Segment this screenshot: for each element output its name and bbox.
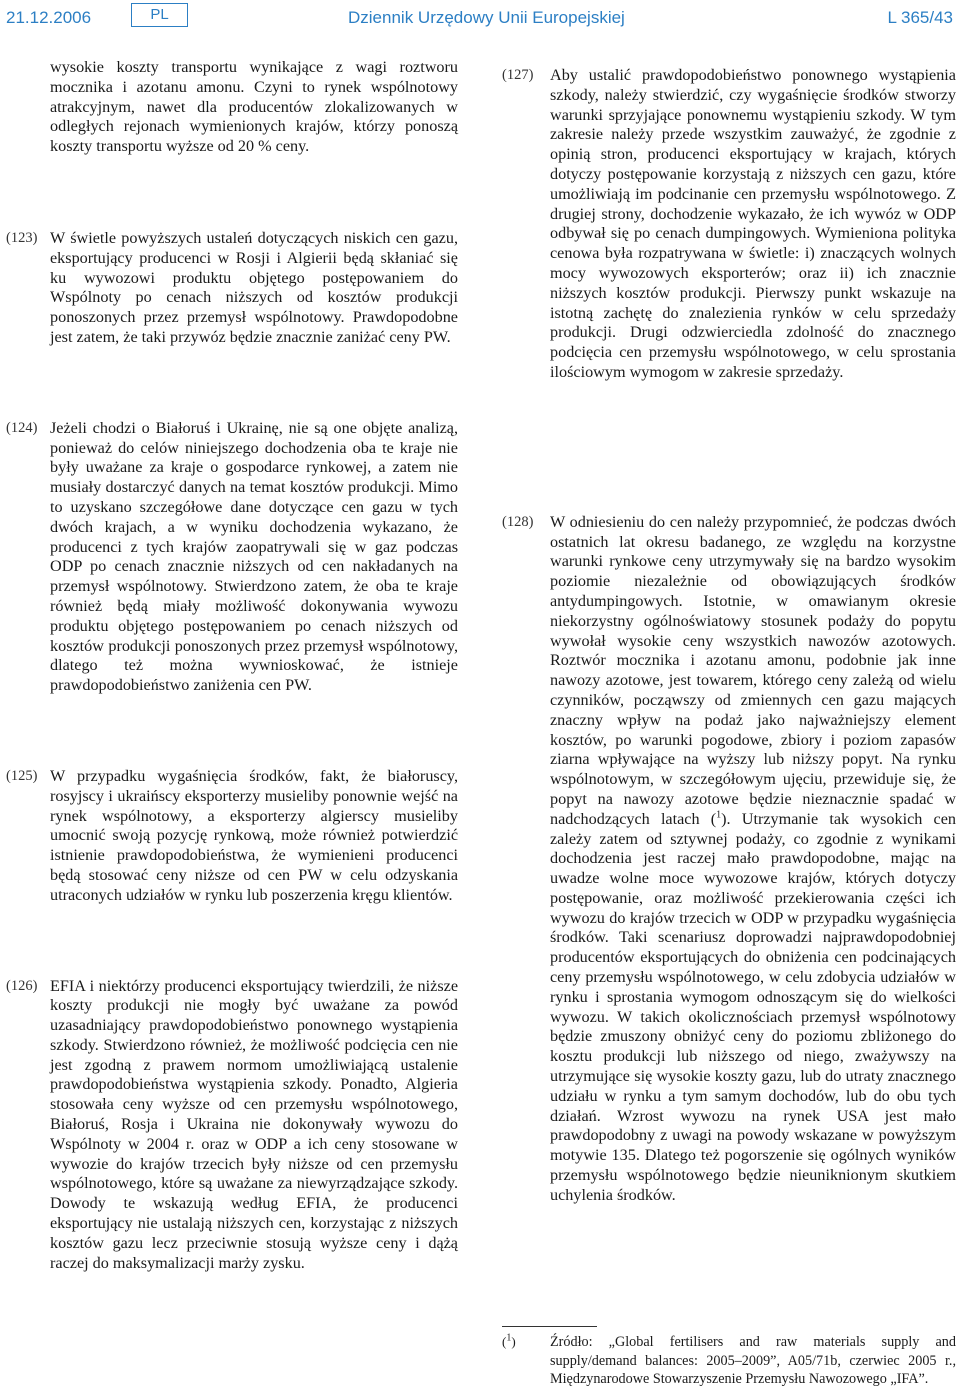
continuation-paragraph: wysokie koszty transportu wynikające z wagi roztworu mocznika i azotanu amonu. Czyni to rynek wspólnotowy atrakcyjnym, nawet dla producentów zlokalizowanych w odległych rejonach wymienionych krajów, którzy ponoszą koszty transportu wyższe od 20 % ceny. <box>50 58 458 156</box>
left-column <box>6 58 458 1273</box>
recital-number: (127) <box>502 67 534 83</box>
recital-125 <box>6 767 458 906</box>
recital-number: (123) <box>6 229 38 246</box>
recital-126 <box>6 977 458 1274</box>
recital-number: (124) <box>6 419 38 436</box>
recital-127 <box>502 66 956 383</box>
recital-123 <box>6 229 458 348</box>
footnote-mark: ($^1$) <box>502 1332 516 1349</box>
recital-128 <box>502 513 956 1206</box>
journal-title: Dziennik Urzędowy Unii Europejskiej <box>348 8 625 27</box>
recital-text-part-1: W odniesieniu do cen należy przypomnieć, że podczas dwóch ostatnich lat okresu badanego, ze względu na korzystne warunki rynkowe ceny utrzymywały się na bardzo wysokim poziomie niezależnie od obowiązujących środków antydumpingowych. Istotnie, w omawianym okresie niekorzystny ogólnoświatowy stosunek podaży do popytu wywołał wysokie ceny wszystkich nawozów azotowych. Roztwór mocznika i azotanu amonu, podobnie jak inne nawozy azotowe, jest towarem, którego ceny zależą od wielu czynników, począwszy od zmiennych cen gazu mających znaczny wpływ na podaż jako najważniejszy element kosztów, po warunki pogodowe, zbiory i poziom zapasów ziarna wpływające na wyższy lub niższy popyt. Na rynku wspólnotowym, w szczegółowym ujęciu, przewiduje się, że popyt na nawozy azotowe będzie nieznacznie spadać w nadchodzących latach ( <box>550 512 956 828</box>
recital-number: (125) <box>6 767 38 784</box>
page-reference: L 365/43 <box>887 8 953 27</box>
footnote-text: Źródło: „Global fertilisers and raw materials supply and supply/demand balances: 2005–2009”, A05/71b, czerwiec 2005 r., Międzynarodowe Stowarzyszenie Przemysłu Nawozowego „IFA”. <box>550 1334 956 1387</box>
footnote-separator <box>502 1326 597 1327</box>
right-column <box>502 66 956 1206</box>
recital-number: (128) <box>502 513 534 530</box>
footnote-reference[interactable]: 1 <box>716 809 722 821</box>
recital-text: EFIA i niektórzy producenci eksportujący twierdzili, że niższe koszty produkcji nie mogły być uważane za powód uzasadniający prawdopodobieństwo ponownego wystąpienia szkody. Stwierdzono również, że możliwość podcięcia cen nie jest zgodną z prawem normom umożliwiającą ustalenie prawdopodobieństwa wystąpienia szkody. Ponadto, Algieria stosowała ceny wyższe od cen przemysłu wspólnotowego, Białoruś, Rosja i Ukraina nie dokonywały wywozu do Wspólnoty w 2004 r. oraz w ODP a ich ceny stosowane w wywozie do krajów trzecich były niższe od cen przemysłu wspólnotowego, które są uważane za niewyrządzające szkody. Dowody te wskazują według EFIA, że producenci eksportujący nie ustalają niższych cen, korzystając z niższych kosztów gazu lecz przeciwnie stosują wyższe ceny i dążą raczej do maksymalizacji marży zysku. <box>50 976 458 1272</box>
page-header <box>0 0 960 40</box>
language-badge: PL <box>131 3 188 27</box>
recital-text-part-2: ). Utrzymanie tak wysokich cen zależy zatem od sztywnej podaży, co zgodnie z wynikami dochodzenia jest raczej mało prawdopodobne, mając na uwadze wolne moce wywozowe krajów, których dotyczy postępowanie, oraz możliwość przekierowania części ich wywozu do krajów trzecich w ODP w przypadku wygaśnięcia środków. Taki scenariusz doprowadzi najprawdopodobniej producentów eksportujących do obniżenia cen podcinających ceny przemysłu wspólnotowego, w celu zdobycia udziałów w rynku i sprostania wymogom odnoszącym się do wielkości wywozu. W takich okolicznościach przemysł wspólnotowy będzie zmuszony obniżyć ceny do poziomu zbliżonego do kosztu produkcji lub niższego od niego, zważywszy na utrzymujące się wysokie koszty gazu, lub do utraty znacznego udziału w rynku a tym samym dochodów, lub do obu tych działań. Wzrost wywozu na rynek USA jest mało prawdopodobny z uwagi na powody wskazane w powyższym motywie 135. Dlatego też pogorszenie się ogólnych wyników przemysłu wspólnotowego będzie nieuniknionym skutkiem uchylenia środków. <box>550 809 956 1204</box>
publication-date: 21.12.2006 <box>6 8 92 27</box>
recital-text <box>550 513 956 1206</box>
recital-text: Jeżeli chodzi o Białoruś i Ukrainę, nie są one objęte analizą, ponieważ do celów niniejszego dochodzenia oba te kraje nie były uważane za kraje o gospodarce rynkowej, a zatem nie musiały dostarczyć danych na temat kosztów produkcji. Mimo to uzyskano szczegółowe dane dotyczące cen gazu w tych dwóch krajach, a w wyniku dochodzenia wykazano, że producenci z tych krajów zaopatrywali się w gaz podczas ODP po cenach znacznie niższych od cen nakładanych na przemysł wspólnotowy. Stwierdzono zatem, że oba te kraje również będą miały możliwość dokonywania wywozu produktu objętego postępowaniem po cenach niższych od kosztów produkcji ponoszonych przez przemysł wspólnotowy, dlatego też można wywnioskować, że istnieje prawdopodobieństwo zaniżenia cen PW. <box>50 418 458 695</box>
recital-text: Aby ustalić prawdopodobieństwo ponownego wystąpienia szkody, należy stwierdzić, czy wygaśnięcie środków stworzy warunki sprzyjające ponownemu wystąpieniu szkody. W tym zakresie należy przede wszystkim zauważyć, że zgodnie z opinią stron, producenci eksportujący w krajach, których dotyczy postępowanie korzystają z niższych cen gazu, które umożliwiają im podcinanie cen przemysłu wspólnotowego. Z drugiej strony, dochodzenie wykazało, że ich wywóz w ODP odbywał się po cenach dumpingowych. Wymieniona polityka cenowa była rozpatrywana w świetle: i) znaczących wolnych mocy wywozowych eksporterów; oraz ii) ich znacznie niższych kosztów produkcji. Pierwszy punkt wskazuje na istotną zachętę do znalezienia rynków w celu sprzedaży produkcji. Drugi odzwierciedla zdolność do znacznego podcięcia cen przemysłu wspólnotowego, w celu sprostania ilościowym wymogom w zakresie sprzedaży. <box>550 66 956 381</box>
recital-number: (126) <box>6 977 38 994</box>
recital-text: W przypadku wygaśnięcia środków, fakt, że białoruscy, rosyjscy i ukraińscy eksporterzy musieliby ponownie wejść na rynek wspólnotowy, a eksporterzy algierscy musieliby umocnić swoją pozycję rynkową, może również potwierdzić istnienie prawdopodobieństwa, że wymienieni producenci będą stosować ceny niższe od cen PW w celu odzyskania utraconych udziałów w rynku lub poszerzenia kręgu klientów. <box>50 766 458 904</box>
recital-text: W świetle powyższych ustaleń dotyczących niskich cen gazu, eksportujący producenci w Rosji i Algierii będą skłaniać się ku wywozowi produktu objętego postępowaniem do Wspólnoty po cenach niższych od kosztów produkcji ponoszonych przez przemysł wspólnotowy. Prawdopodobne jest zatem, że taki przywóz będzie znacznie zaniżać ceny PW. <box>50 228 458 346</box>
recital-124 <box>6 419 458 696</box>
footnote <box>502 1333 956 1389</box>
